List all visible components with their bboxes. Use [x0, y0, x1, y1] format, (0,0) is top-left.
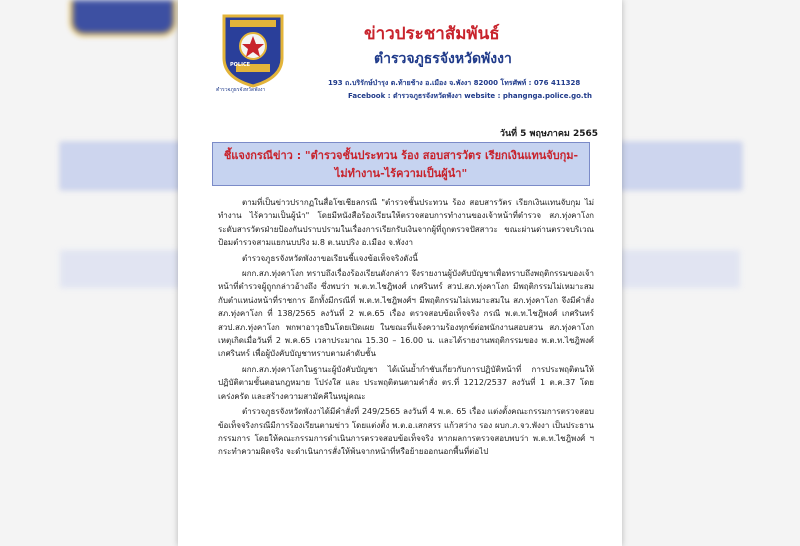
headline-line-2: ไม่ทำงาน-ไร้ความเป็นผู้นำ" [334, 167, 468, 180]
address-line: 193 ถ.บริรักษ์บำรุง ต.ท้ายช้าง อ.เมือง จ.พังงา 82000 โทรศัพท์ : 076 411328 [328, 79, 581, 87]
headline-box [212, 142, 590, 186]
document-body [218, 196, 594, 461]
blurred-logo [70, 0, 176, 36]
body-paragraph: ตำรวจภูธรจังหวัดพังงาได้มีคำสั่งที่ 249/2565 ลงวันที่ 4 พ.ค. 65 เรื่อง แต่งตั้งคณะกรรมการตรวจสอบข้อเท็จจริงกรณีมีการร้องเรียนตามข่าว โดยแต่งตั้ง พ.ต.อ.เสกสรร แก้วสว่าง รอง ผบก.ภ.จว.พังงา เป็นประธานกรรมการ โดยให้คณะกรรมการดำเนินการตรวจสอบข้อเท็จจริง หากผลการตรวจสอบพบว่า พ.ต.ท.ไชฎิพงศ์ ฯ กระทำความผิดจริง จะดำเนินการสั่งให้พ้นจากหน้าที่หรือย้ายออกนอกพื้นที่ต่อไป [218, 407, 594, 457]
body-paragraph: ผกก.สภ.ทุ่งคาโงกในฐานะผู้บังคับบัญชา ได้เน้นย้ำกำชับเกี่ยวกับการปฏิบัติหน้าที่ การประพฤติตนให้ปฏิบัติตามขั้นตอนกฎหมาย โปร่งใส และ ประพฤติตนตามคำสั่ง ตร.ที่ 1212/2537 ลงวันที่ 1 ต.ค.37 โดยเคร่งครัด และสร้างความสามัคคีในหมู่คณะ [218, 364, 594, 401]
logo-badge-text: POLICE [230, 62, 251, 68]
body-paragraph: ตามที่เป็นข่าวปรากฏในสื่อโซเชียลกรณี "ตำรวจชั้นประทวน ร้อง สอบสารวัตร เรียกเงินแทนจับกุม ไม่ทำงาน ไร้ความเป็นผู้นำ" โดยมีหนังสือร้องเรียนให้ตรวจสอบการทำงานของเจ้าหน้าที่ตำรวจ สภ.ทุ่งคาโงก ระดับสารวัตรฝ่ายป้องกันปราบปรามในเรื่องการเรียกรับเงินจากผู้ที่ถูกตรวจปัสสาวะ ขณะผ่านด่านตรวจบริเวณป้อมตำรวจสามแยกนบปริง ม.8 ต.นบปริง อ.เมือง จ.พังงา [218, 198, 594, 248]
logo-caption: ตำรวจภูธรจังหวัดพังงา [216, 87, 266, 93]
press-release-document [178, 0, 622, 546]
body-paragraph: ผกก.สภ.ทุ่งคาโงก ทราบถึงเรื่องร้องเรียนดังกล่าว จึงรายงานผู้บังคับบัญชาเพื่อทราบถึงพฤติกรรมของเจ้าหน้าที่ตำรวจผู้ถูกกล่าวอ้างถึง ซึ่งพบว่า พ.ต.ท.ไชฎิพงศ์ เกศรินทร์ สวป.สภ.ทุ่งคาโงก มีพฤติกรรมไม่เหมาะสมกับตำแหน่งหน้าที่ราชการ อีกทั้งมีกรณีที่ พ.ต.ท.ไชฎิพงศ์ฯ มีพฤติกรรมไม่เหมาะสมใน สภ.ทุ่งคาโงก จึงมีคำสั่ง สภ.ทุ่งคาโงก ที่ 138/2565 ลงวันที่ 2 พ.ค.65 เรื่อง ตรวจสอบข้อเท็จจริง กรณี พ.ต.ท.ไชฎิพงศ์ เกศรินทร์ สวป.สภ.ทุ่งคาโงก พกพาอาวุธปืนโดยเปิดเผย ในขณะที่แจ้งความร้องทุกข์ต่อพนักงานสอบสวน สภ.ทุ่งคาโงก เหตุเกิดเมื่อวันที่ 2 พ.ค.65 เวลาประมาณ 15.30 – 16.00 น. และได้รายงานพฤติกรรมของ พ.ต.ท.ไชฎิพงศ์ เกศรินทร์ เพื่อผู้บังคับบัญชาทราบตามลำดับชั้น [218, 269, 594, 359]
page-subtitle: ตำรวจภูธรจังหวัดพังงา [374, 51, 512, 67]
headline-line-1: ชี้แจงกรณีข่าว : "ตำรวจชั้นประทวน ร้อง สอบสารวัตร เรียกเงินแทนจับกุม- [223, 149, 579, 162]
police-badge-logo [220, 12, 286, 88]
body-paragraph: ตำรวจภูธรจังหวัดพังงาขอเรียนชี้แจงข้อเท็จจริงดังนี้ [242, 253, 418, 263]
document-date: วันที่ 5 พฤษภาคม 2565 [499, 129, 598, 139]
website-line: Facebook : ตำรวจภูธรจังหวัดพังงา website : phangnga.police.go.th [348, 92, 592, 100]
page-title: ข่าวประชาสัมพันธ์ [364, 24, 500, 44]
